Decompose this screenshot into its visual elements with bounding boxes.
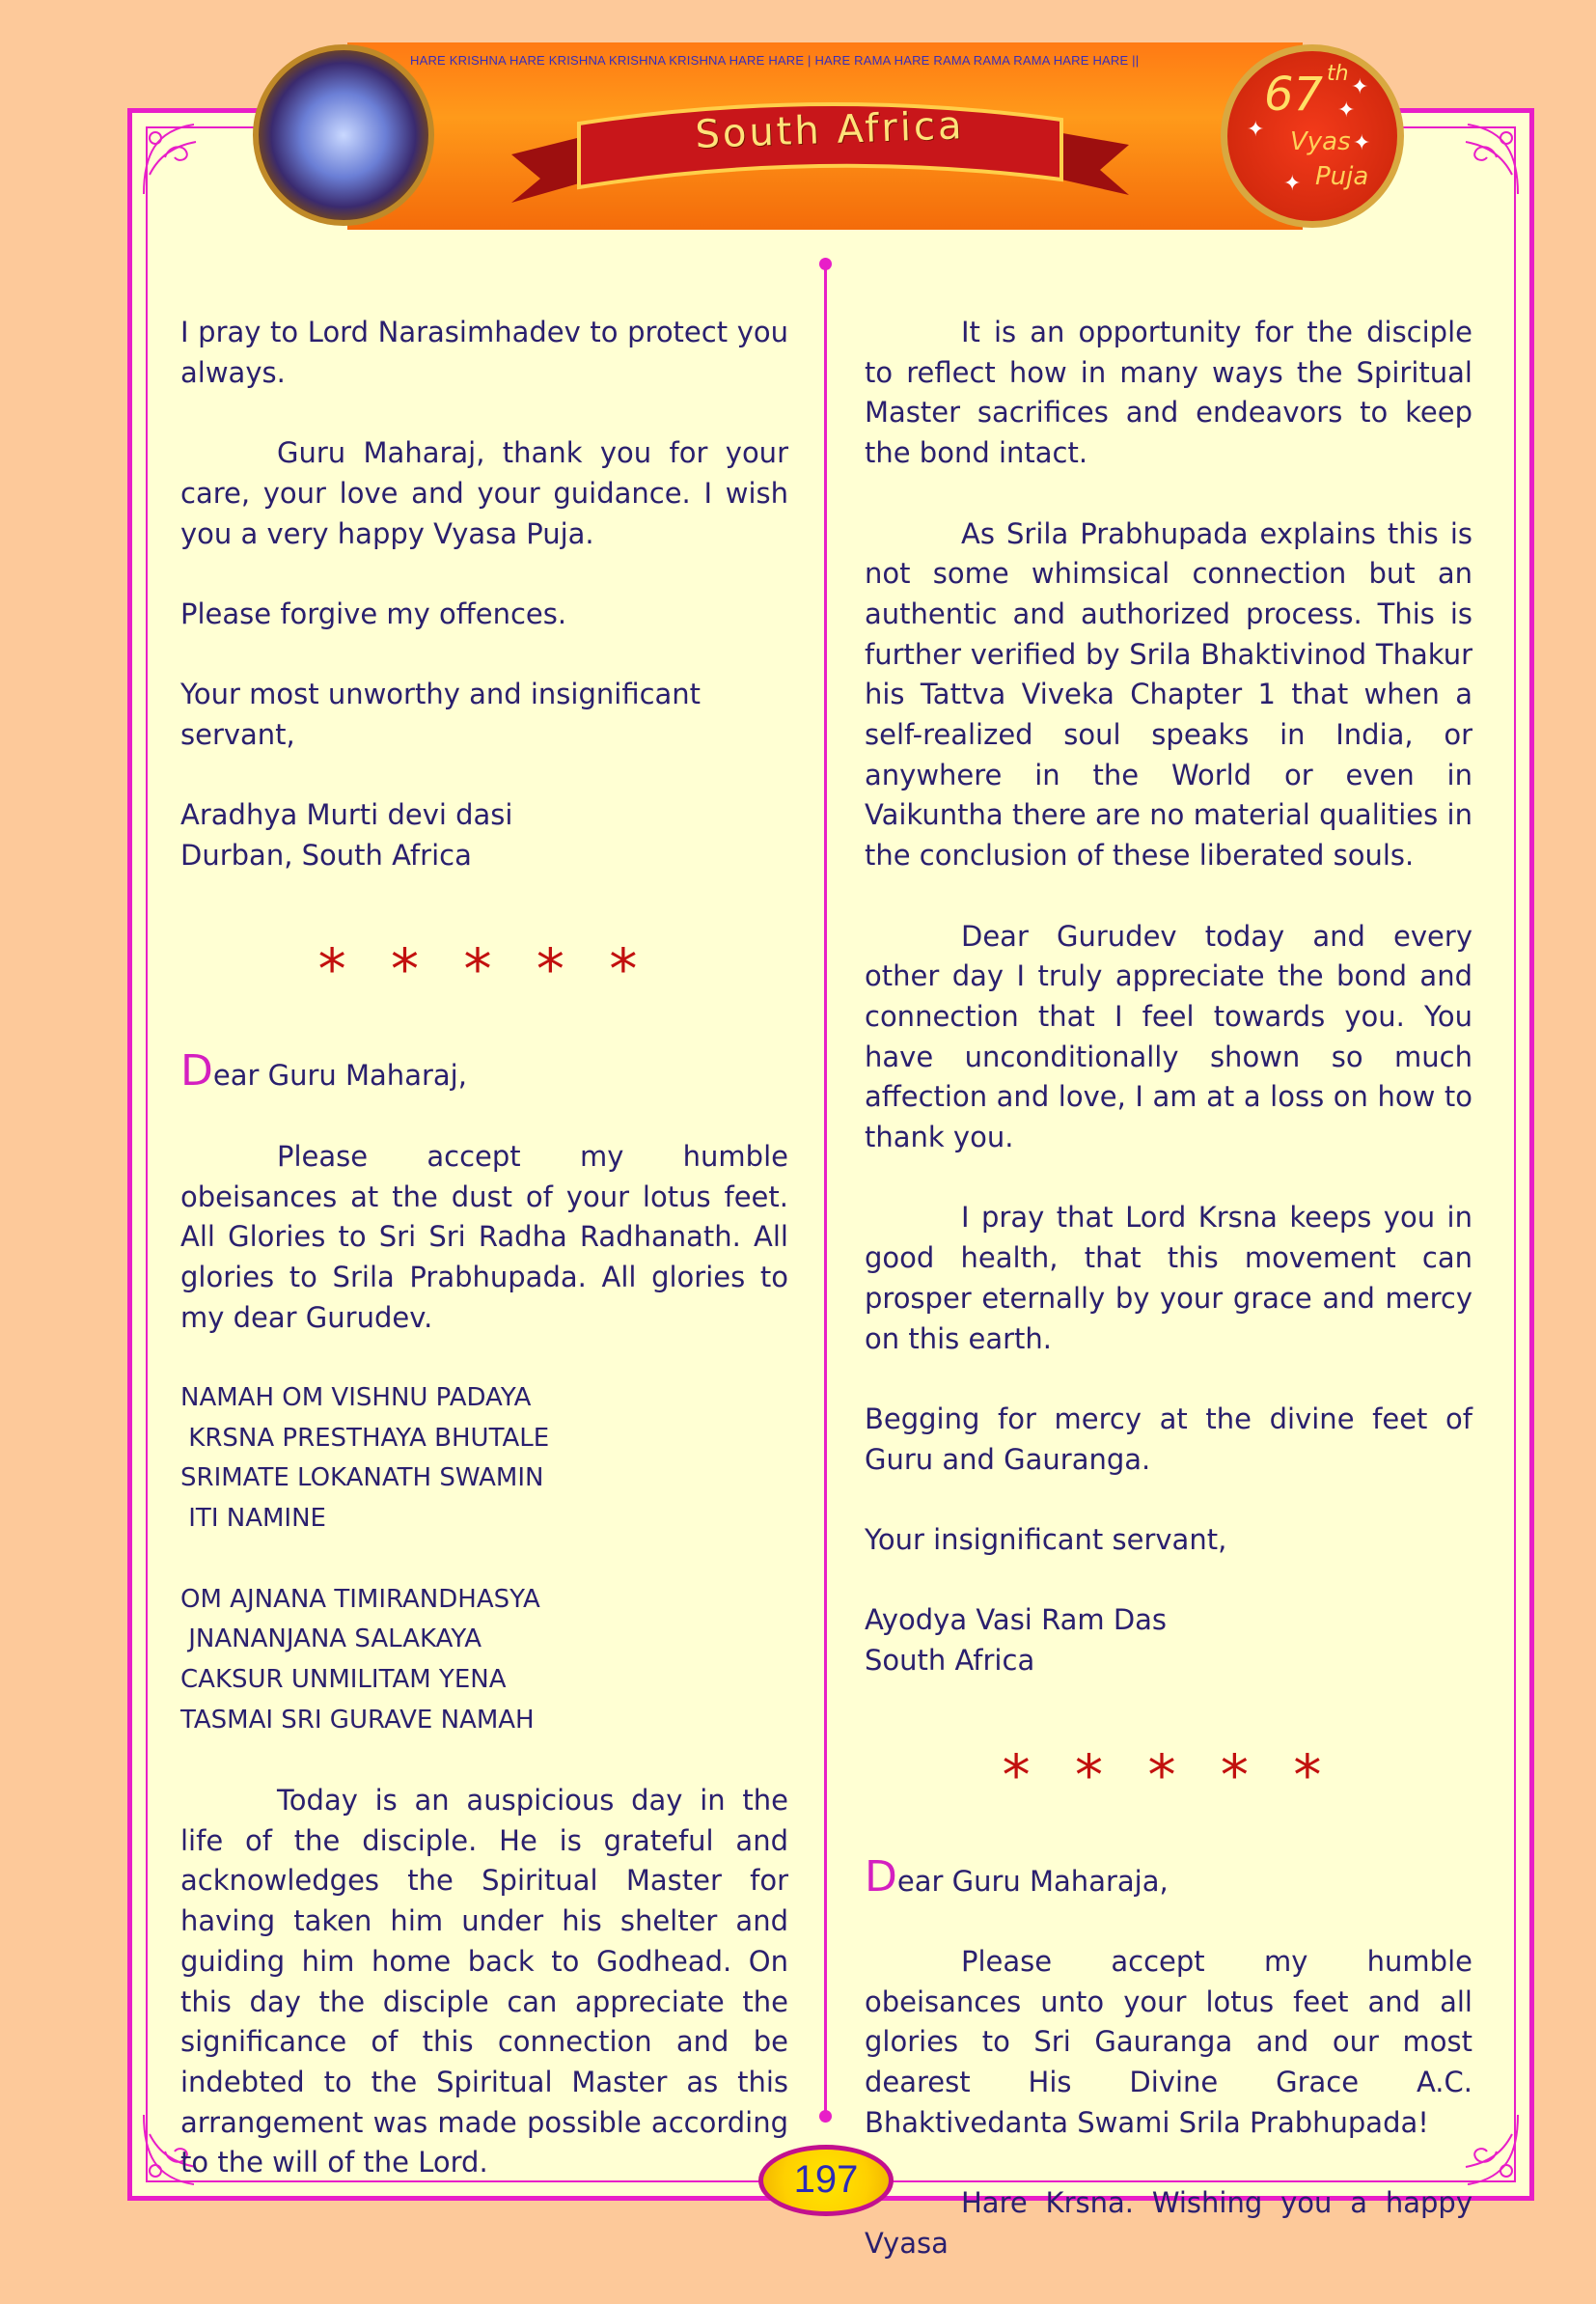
divider-dot: [819, 2110, 832, 2123]
signature: [180, 795, 788, 875]
paragraph: Hare Krsna. Wishing you a happy Vyasa: [865, 2186, 1472, 2260]
signature-name: Ayodya Vasi Ram Das: [865, 1603, 1168, 1637]
deity-medallion: [253, 44, 434, 226]
header-mantra: HARE KRISHNA HARE KRISHNA KRISHNA KRISHNA HARE HARE | HARE RAMA HARE RAMA RAMA RAMA HARE HARE ||: [410, 53, 1140, 68]
verse-line: CAKSUR UNMILITAM YENA: [180, 1664, 507, 1694]
paragraph: Guru Maharaj, thank you for your care, your love and your guidance. I wish you a very happy Vyasa Puja.: [180, 436, 788, 550]
drop-cap: D: [180, 1046, 213, 1096]
divider-dot: [819, 258, 832, 270]
star-icon: ✦: [1351, 75, 1369, 99]
left-column: [180, 313, 788, 2224]
signature-place: Durban, South Africa: [180, 839, 472, 873]
corner-flourish-top-left: [136, 117, 223, 204]
paragraph: Your insignificant servant,: [865, 1523, 1227, 1557]
verse-block: [180, 1580, 788, 1741]
separator-stars: * * * * *: [1002, 1741, 1335, 1808]
separator-stars: * * * * *: [317, 936, 651, 1003]
anniversary-number: 67: [1264, 68, 1324, 122]
verse-line: JNANANJANA SALAKAYA: [180, 1624, 482, 1654]
banner-title: South Africa: [694, 103, 966, 157]
paragraph: Today is an auspicious day in the life of the disciple. He is grateful and acknowledges the Spiritual Master for having taken him under his shelter and guiding him home back to Godhead. On this day the disciple can appreciate the significance of this connection and be indebted to the Spiritual Master as this arrangement was made possible according to the will of the Lord.: [180, 1784, 788, 2179]
verse-line: KRSNA PRESTHAYA BHUTALE: [180, 1423, 550, 1453]
paragraph: It is an opportunity for the disciple to reflect how in many ways the Spiritual Master sacrifices and endeavors to keep the bond intact.: [865, 316, 1472, 470]
salutation: [180, 1046, 788, 1096]
drop-cap: D: [865, 1851, 897, 1901]
paragraph: Please forgive my offences.: [180, 597, 567, 630]
paragraph: Please accept my humble obeisances unto your lotus feet and all glories to Sri Gauranga and our most dearest His Divine Grace A.C. Bhaktivedanta Swami Srila Prabhupada!: [865, 1944, 1472, 2139]
anniversary-vyas: Vyas: [1290, 127, 1351, 156]
verse-line: NAMAH OM VISHNU PADAYA: [180, 1383, 532, 1413]
verse-block: [180, 1378, 788, 1540]
right-column: [865, 313, 1472, 2304]
anniversary-puja: Puja: [1315, 162, 1369, 191]
salutation: [865, 1851, 1472, 1902]
verse-line: ITI NAMINE: [180, 1504, 326, 1534]
paragraph: I pray to Lord Narasimhadev to protect you always.: [180, 316, 788, 389]
verse-line: OM AJNANA TIMIRANDHASYA: [180, 1584, 540, 1614]
signature-name: Aradhya Murti devi dasi: [180, 798, 513, 832]
star-icon: ✦: [1337, 98, 1356, 123]
anniversary-suffix: th: [1327, 62, 1349, 86]
star-icon: ✦: [1353, 131, 1371, 155]
paragraph: I pray that Lord Krsna keeps you in good health, that this movement can prosper eternally by your grace and mercy on this earth.: [865, 1201, 1472, 1355]
paragraph: Please accept my humble obeisances at the dust of your lotus feet. All Glories to Sri Sri Radha Radhanath. All glories to Srila Prabhupada. All glories to my dear Gurudev.: [180, 1139, 788, 1334]
corner-flourish-top-right: [1439, 117, 1526, 204]
page-number: 197: [758, 2145, 894, 2216]
paragraph: Your most unworthy and insignificant servant,: [180, 678, 702, 751]
signature: [865, 1600, 1472, 1680]
star-icon: ✦: [1283, 172, 1302, 196]
paragraph: Dear Gurudev today and every other day I truly appreciate the bond and connection that I feel towards you. You have unconditionally shown so much affection and love, I am at a loss on how to thank you.: [865, 919, 1472, 1154]
verse-line: TASMAI SRI GURAVE NAMAH: [180, 1705, 535, 1735]
verse-line: SRIMATE LOKANATH SWAMIN: [180, 1463, 544, 1493]
paragraph: Begging for mercy at the divine feet of Guru and Gauranga.: [865, 1402, 1472, 1476]
column-divider: [824, 263, 827, 2116]
salutation-text: ear Guru Maharaj,: [212, 1059, 467, 1093]
paragraph: As Srila Prabhupada explains this is not some whimsical connection but an authentic and authorized process. This is further verified by Srila Bhaktivinod Thakur his Tattva Viveka Chapter 1 that when a self-realized soul speaks in India, or anywhere in the World or even in Vaikuntha there are no material qualities in the conclusion of these liberated souls.: [865, 516, 1472, 873]
salutation-text: ear Guru Maharaja,: [896, 1864, 1169, 1898]
star-icon: ✦: [1247, 118, 1265, 142]
signature-place: South Africa: [865, 1644, 1035, 1678]
